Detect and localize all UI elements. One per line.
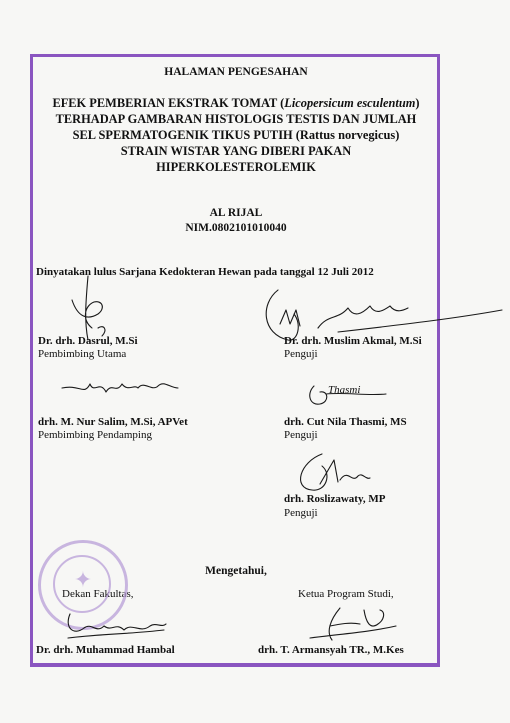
program-head-name: drh. T. Armansyah TR., M.Kes [258,644,404,656]
dean-role: Dekan Fakultas, [62,588,134,600]
thesis-title-line-2: TERHADAP GAMBARAN HISTOLOGIS TESTIS DAN JUMLAH [55,112,417,126]
thesis-title-line-1: EFEK PEMBERIAN EKSTRAK TOMAT (Licopersicum esculentum) [52,96,420,110]
author-nim: NIM.0802101010040 [185,222,287,234]
signer-3-role: Pembimbing Pendamping [38,429,152,441]
thesis-title-line-4: STRAIN WISTAR YANG DIBERI PAKAN [120,144,352,158]
program-head-role: Ketua Program Studi, [298,588,394,600]
signer-3-name: drh. M. Nur Salim, M.Si, APVet [38,416,188,428]
signer-4-name: drh. Cut Nila Thasmi, MS [284,416,407,428]
signature-program-head [300,604,400,644]
page-title: HALAMAN PENGESAHAN [164,66,308,78]
thesis-title-line-3: SEL SPERMATOGENIK TIKUS PUTIH (Rattus norvegicus) [72,128,400,142]
dean-name: Dr. drh. Muhammad Hambal [36,644,175,656]
signer-1-name: Dr. drh. Dasrul, M.Si [38,335,138,347]
university-stamp: ✦ [38,540,128,630]
approval-heading: Mengetahui, [205,565,267,577]
signer-2-name: Dr. drh. Muslim Akmal, M.Si [284,335,422,347]
signer-2-role: Penguji [284,348,318,360]
author-name: AL RIJAL [209,207,263,219]
signer-5-name: drh. Roslizawaty, MP [284,493,386,505]
signer-1-role: Pembimbing Utama [38,348,127,360]
signature-thasmi-text: Thasmi [328,384,361,396]
signature-nur-salim [60,370,180,400]
signature-roslizawaty [292,450,372,494]
graduation-statement: Dinyatakan lulus Sarjana Kedokteran Hewan pada tanggal 12 Juli 2012 [36,266,374,278]
signature-dean [60,608,170,644]
thesis-title-line-5: HIPERKOLESTEROLEMIK [156,160,316,174]
signer-4-role: Penguji [284,429,318,441]
signer-5-role: Penguji [284,507,318,519]
